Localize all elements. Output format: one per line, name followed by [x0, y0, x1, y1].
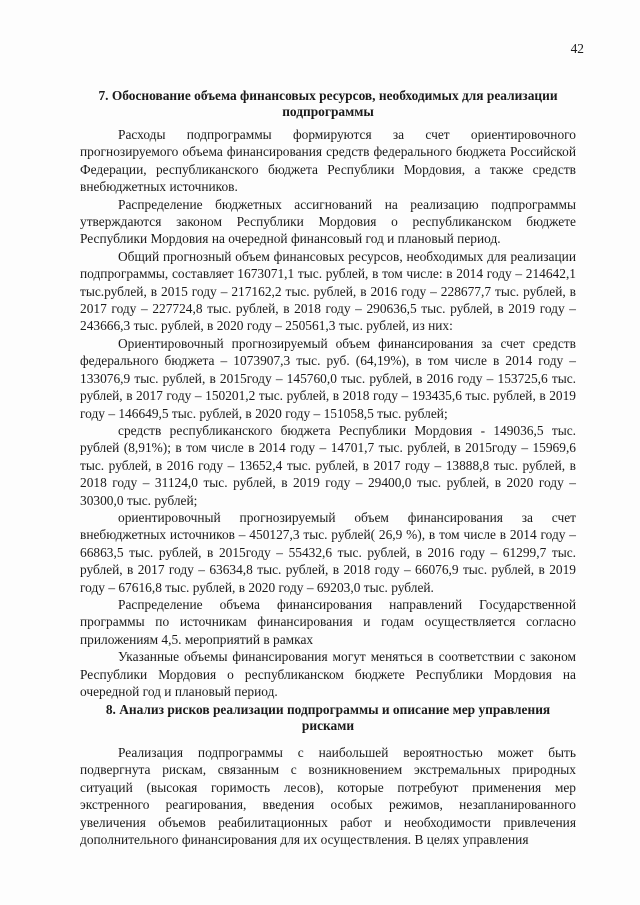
section-8-heading [80, 702, 576, 734]
section-7 [80, 88, 576, 700]
paragraph: Указанные объемы финансирования могут меняться в соответствии с законом Республики Мордовия о республиканском бюджете Республики Мордовия на очередной год и плановый период. [80, 649, 576, 699]
paragraph: Распределение объема финансирования направлений Государственной программы по источникам финансирования и годам осуществляется согласно приложениям 4,5. мероприятий в рамках [80, 596, 576, 647]
section-7-heading-line-2: подпрограммы [282, 104, 374, 119]
paragraph: Ориентировочный прогнозируемый объем финансирования за счет средств федерального бюджета – 1073907,3 тыс. руб. (64,19%), в том числе в 2014 году – 133076,9 тыс. рублей, в 2015году – 145760,0 тыс. рублей, в 2016 году – 153725,6 тыс. рублей, в 2017 году – 150201,2 тыс. рублей, в 2018 году – 193435,6 тыс. рублей, в 2019 году – 146649,5 тыс. рублей, в 2020 году – 151058,5 тыс. рублей; [80, 335, 576, 421]
paragraph: Реализация подпрограммы с наибольшей вероятностью может быть подвергнута рискам, связанным с возникновением экстремальных природных ситуаций (высокая горимость лесов), которые потребуют применения мер экстренного реагирования, введения особых режимов, незапланированного увеличения объемов реабилитационных работ и необходимости привлечения дополнительного финансирования для их осуществления. В целях управления [80, 745, 576, 848]
paragraph: Распределение бюджетных ассигнований на реализацию подпрограммы утверждаются законом Республики Мордовия о республиканском бюджете Республики Мордовия на очередной финансовый год и плановый период. [80, 196, 576, 247]
section-7-heading-line-1: 7. Обоснование объема финансовых ресурсов, необходимых для реализации [98, 88, 558, 103]
section-8-heading-line-1: 8. Анализ рисков реализации подпрограммы и описание мер управления [105, 702, 551, 717]
paragraph: ориентировочный прогнозируемый объем финансирования за счет внебюджетных источников – 450127,3 тыс. рублей( 26,9 %), в том числе в 2014 году – 66863,5 тыс. рублей, в 2015году – 55432,6 тыс. рублей, в 2016 году – 61299,7 тыс. рублей, в 2017 году – 63634,8 тыс. рублей, в 2018 году – 66076,9 тыс. рублей, в 2019 году – 67616,8 тыс. рублей, в 2020 году – 69203,0 тыс. рублей. [80, 509, 576, 595]
section-8 [80, 702, 576, 848]
section-8-heading-line-2: рисками [301, 718, 355, 733]
paragraph: Общий прогнозный объем финансовых ресурсов, необходимых для реализации подпрограммы, составляет 1673071,1 тыс. рублей, в том числе: в 2014 году – 214642,1 тыс.рублей, в 2015 году – 217162,2 тыс. рублей, в 2016 году – 228677,7 тыс. рублей, в 2017 году – 227724,8 тыс. рублей, в 2018 году – 290636,5 тыс. рублей, в 2019 году – 243666,3 тыс. рублей, в 2020 году – 250561,3 тыс. рублей, из них: [80, 248, 576, 334]
section-7-heading [80, 88, 576, 120]
paragraph: Расходы подпрограммы формируются за счет ориентировочного прогнозируемого объема финансирования средств федерального бюджета Российской Федерации, республиканского бюджета Республики Мордовия, а также средств внебюджетных источников. [80, 127, 576, 195]
paragraph: средств республиканского бюджета Республики Мордовия - 149036,5 тыс. рублей (8,91%); в том числе в 2014 году – 14701,7 тыс. рублей, в 2015году – 15969,6 тыс. рублей, в 2016 году – 13652,4 тыс. рублей, в 2017 году – 13888,8 тыс. рублей, в 2018 году – 31124,0 тыс. рублей, в 2019 году – 29400,0 тыс. рублей, в 2020 году – 30300,0 тыс. рублей; [80, 422, 576, 508]
page-number: 42 [570, 41, 584, 56]
